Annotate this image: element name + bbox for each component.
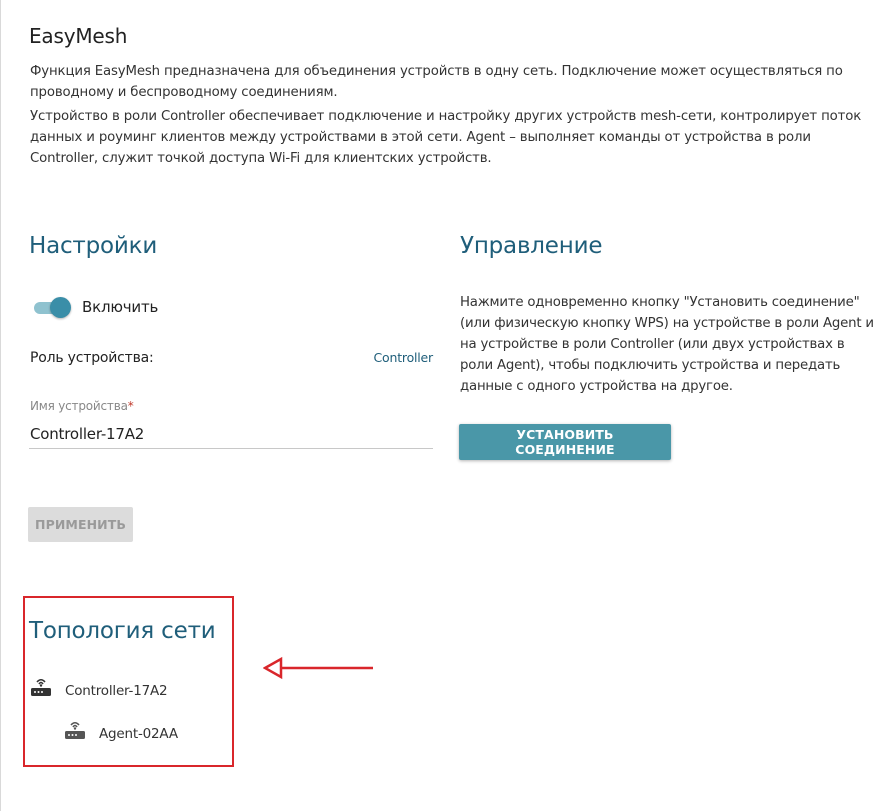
toggle-knob bbox=[50, 297, 71, 318]
topology-heading: Топология сети bbox=[29, 618, 216, 644]
device-role-value[interactable]: Controller bbox=[373, 350, 433, 365]
arrow-left-icon bbox=[263, 656, 375, 680]
enable-toggle[interactable] bbox=[34, 297, 70, 317]
management-instructions: Нажмите одновременно кнопку "Установить соединение" (или физическую кнопку WPS) на устройстве в роли Agent и на устройстве в роли Controller (или двух устройствах в роли Agent), чтобы подключить устройства и передать данные с одного устройства на другое. bbox=[460, 295, 874, 394]
required-mark: * bbox=[127, 399, 134, 413]
description-intro: Функция EasyMesh предназначена для объединения устройств в одну сеть. Подключение может осуществляться по проводному и беспроводному соединениям. bbox=[30, 64, 843, 100]
establish-connection-button[interactable]: УСТАНОВИТЬ СОЕДИНЕНИЕ bbox=[459, 424, 671, 460]
device-role-label: Роль устройства: bbox=[30, 350, 154, 366]
description-roles: Устройство в роли Controller обеспечивает подключение и настройку других устройств mesh-сети, контролирует поток данных и роуминг клиентов между устройствами в этой сети. Agent – выполняет команды от устройства в роли Controller, служит точкой доступа Wi-Fi для клиентских устройств. bbox=[30, 109, 862, 166]
management-heading: Управление bbox=[460, 233, 603, 259]
settings-heading: Настройки bbox=[29, 233, 158, 259]
apply-button[interactable]: ПРИМЕНИТЬ bbox=[28, 507, 133, 542]
router-icon bbox=[64, 721, 86, 741]
device-name-label bbox=[30, 399, 134, 413]
topology-node-controller: Controller-17A2 bbox=[65, 683, 168, 699]
page-title: EasyMesh bbox=[29, 24, 128, 48]
enable-label: Включить bbox=[82, 298, 159, 316]
device-name-input[interactable] bbox=[29, 419, 433, 449]
device-name-label-text: Имя устройства bbox=[30, 399, 128, 413]
router-icon bbox=[30, 678, 52, 698]
topology-node-agent: Agent-02AA bbox=[99, 726, 178, 742]
